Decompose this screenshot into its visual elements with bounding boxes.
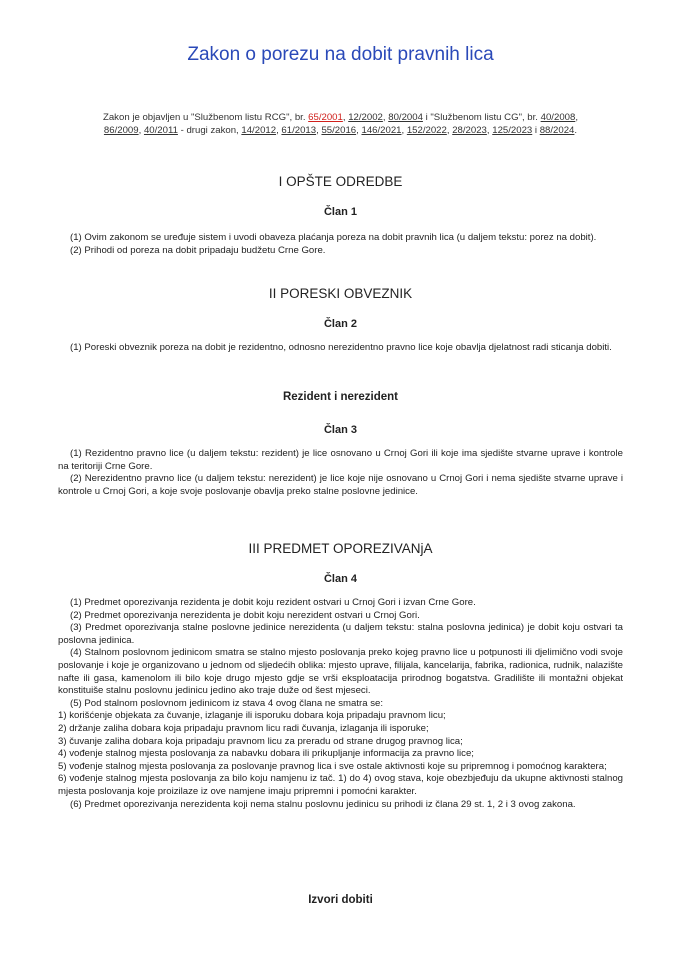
ref-link[interactable]: 14/2012 [241, 125, 277, 136]
ref-link[interactable]: 88/2024 [539, 125, 575, 136]
paragraph: (5) Pod stalnom poslovnom jedinicom iz stava 4 ovog člana ne smatra se: [70, 697, 384, 709]
paragraph: (6) Predmet oporezivanja nerezidenta koji nema stalnu poslovnu jedinicu su prihodi iz člana 29 st. 1, 2 i 3 ovog zakona. [70, 798, 576, 810]
ref-link[interactable]: 55/2016 [321, 125, 357, 136]
section-heading: II PORESKI OBVEZNIK [268, 286, 413, 301]
publication-note: Zakon je objavljen u "Službenom listu RCG", br. 65/2001, 12/2002, 80/2004 i "Službenom listu CG", br. 40/2008, 86/2009, 40/2011 - drugi zakon, 14/2012, 61/2013, 55/2016, 146/2021, 152/2022, 28/2023, 125/2023 i 88/2024. [102, 112, 578, 136]
article-label: Član 3 [323, 424, 357, 436]
ref-link[interactable]: 80/2004 [388, 112, 423, 123]
section-heading: III PREDMET OPOREZIVANjA [248, 541, 433, 556]
list-item: 1) korišćenje objekata za čuvanje, izlaganje ili isporuku dobara koja pripadaju pravnom licu; [58, 710, 446, 722]
ref-link[interactable]: 61/2013 [281, 125, 317, 136]
subheading: Izvori dobiti [308, 894, 373, 906]
ref-link[interactable]: 152/2022 [406, 125, 447, 136]
paragraph: (1) Predmet oporezivanja rezidenta je dobit koju rezident ostvari u Crnoj Gori i izvan Crne Gore. [70, 597, 476, 608]
publication-prefix: Zakon je objavljen u "Službenom listu RCG", br. [102, 112, 309, 123]
ref-link[interactable]: 86/2009 [103, 125, 139, 136]
paragraph: (2) Predmet oporezivanja nerezidenta je dobit koju nerezident ostvari u Crnoj Gori. [70, 609, 420, 621]
article-label: Član 1 [323, 206, 357, 218]
paragraph: (1) Rezidentno pravno lice (u daljem tekstu: rezident) je lice osnovano u Crnoj Gori ili koje ima sjedište stvarne uprave i kontrole na teritoriji Crne Gore. [58, 448, 623, 472]
publication-mid: i "Službenom listu CG", br. [422, 112, 541, 123]
article-label: Član 4 [323, 573, 357, 585]
publication-joiner: i [532, 125, 540, 136]
list-item: 6) vođenje stalnog mjesta poslovanja za bilo koju namjenu iz tač. 1) do 4) ovog stava, koje obezbjeđuju da ukupne aktivnosti stalnog mjesta poslovanja koje proizilaze iz ove namjene imaju pripremni i pomoćni karakter. [58, 773, 623, 797]
ref-link[interactable]: 40/2011 [143, 125, 178, 136]
paragraph: (1) Ovim zakonom se uređuje sistem i uvodi obaveza plaćanja poreza na dobit pravnih lica (u daljem tekstu: porez na dobit). [70, 232, 597, 243]
paragraph: (2) Nerezidentno pravno lice (u daljem tekstu: nerezident) je lice koje nije osnovano u Crnoj Gori i nema sjedište stvarne uprave i kontrole u Crnoj Gori, a koje svoje poslovanje obavlja preko stalne poslovne jedinice. [58, 473, 623, 497]
publication-end: . [574, 125, 578, 136]
paragraph: (2) Prihodi od poreza na dobit pripadaju budžetu Crne Gore. [70, 244, 326, 256]
article-label: Član 2 [323, 318, 357, 330]
paragraph: (1) Poreski obveznik poreza na dobit je rezidentno, odnosno nerezidentno pravno lice koje obavlja djelatnost radi sticanja dobiti. [70, 342, 612, 353]
list-item: 5) vođenje stalnog mjesta poslovanja za poslovanje pravnog lica i sve ostale aktivnosti koje su pripremnog i pomoćnog karaktera; [58, 760, 607, 772]
list-item: 2) držanje zaliha dobara koja pripadaju pravnom licu radi čuvanja, izlaganja ili isporuke; [58, 722, 429, 734]
ref-link[interactable]: 12/2002 [348, 112, 383, 123]
subheading: Rezident i nerezident [282, 391, 399, 403]
ref-link[interactable]: 28/2023 [452, 125, 487, 136]
list-item: 3) čuvanje zaliha dobara koja pripadaju pravnom licu za preradu od strane drugog pravnog lica; [58, 735, 463, 747]
publication-mid2: - drugi zakon, [177, 125, 242, 136]
ref-link[interactable]: 65/2001 [308, 112, 343, 123]
paragraph: (3) Predmet oporezivanja stalne poslovne jedinice nerezidenta (u daljem tekstu: stalna poslovna jedinica) je dobit koju ostvari ta poslovna jedinica. [58, 622, 623, 646]
list-item: 4) vođenje stalnog mjesta poslovanja za nabavku dobara ili prikupljanje informacija za pravno lice; [58, 748, 474, 760]
paragraph: (4) Stalnom poslovnom jedinicom smatra se stalno mjesto poslovanja preko kojeg pravno lice u potpunosti ili djelimično vodi svoje poslovanje i koje je organizovano u jednom od sljedećih oblika: mjesto uprave, filijala, kancelarija, fabrika, radionica, rudnik, nalazište nafte ili gasa, kamenolom ili bilo koje drugo mjesto gdje se vrši eksploatacija prirodnog bogatstva. Gradilište ili montažni objekat konstituiše stalnu poslovnu jedinicu jedino ako traje duže od šest mjeseci. [58, 647, 623, 697]
document-title: Zakon o porezu na dobit pravnih lica [187, 44, 494, 65]
ref-link[interactable]: 125/2023 [492, 125, 533, 136]
section-heading: I OPŠTE ODREDBE [278, 174, 403, 189]
ref-link[interactable]: 40/2008 [540, 112, 576, 123]
ref-link[interactable]: 146/2021 [361, 125, 402, 136]
